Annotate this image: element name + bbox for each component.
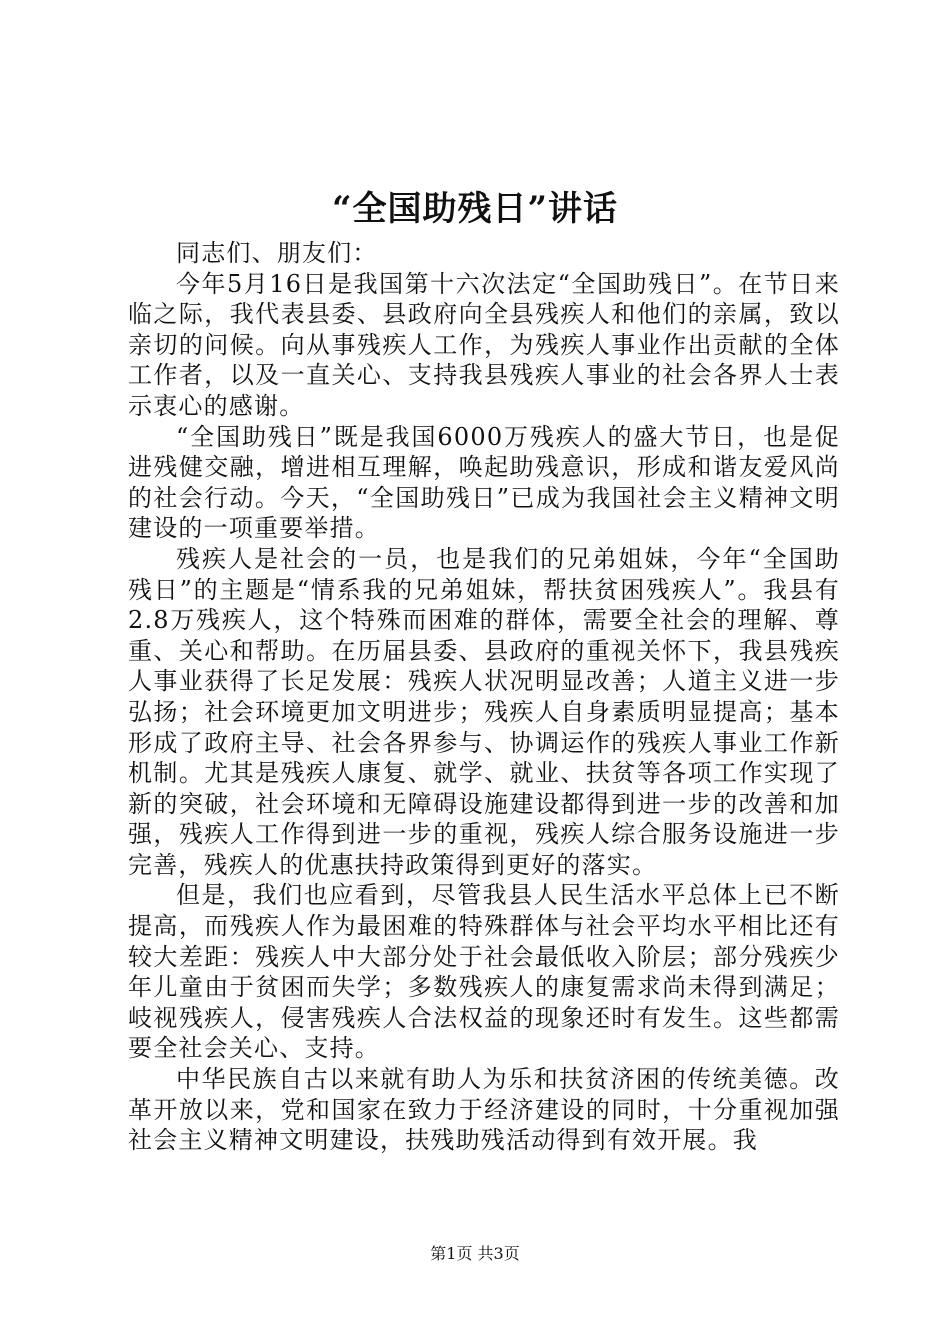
document-title: “全国助残日”讲话 xyxy=(331,189,619,229)
document-body xyxy=(128,238,840,1156)
page-number-footer: 第1页 共3页 xyxy=(430,1244,520,1263)
paragraph-3: 残疾人是社会的一员，也是我们的兄弟姐妹，今年“全国助残日”的主题是“情系我的兄弟姐妹，帮扶贫困残疾人”。我县有2.8万残疾人，这个特殊而困难的群体，需要全社会的理解、尊重、关心和帮助。在历届县委、县政府的重视关怀下，我县残疾人事业获得了长足发展：残疾人状况明显改善；人道主义进一步弘扬；社会环境更加文明进步；残疾人自身素质明显提高；基本形成了政府主导、社会各界参与、协调运作的残疾人事业工作新机制。尤其是残疾人康复、就学、就业、扶贫等各项工作实现了新的突破，社会环境和无障碍设施建设都得到进一步的改善和加强，残疾人工作得到进一步的重视，残疾人综合服务设施进一步完善，残疾人的优惠扶持政策得到更好的落实。 xyxy=(128,544,840,879)
paragraph-2: “全国助残日”既是我国6000万残疾人的盛大节日，也是促进残健交融，增进相互理解，唤起助残意识，形成和谐友爱风尚的社会行动。今天，“全国助残日”已成为我国社会主义精神文明建设的一项重要举措。 xyxy=(128,422,840,543)
paragraph-5: 中华民族自古以来就有助人为乐和扶贫济困的传统美德。改革开放以来，党和国家在致力于经济建设的同时，十分重视加强社会主义精神文明建设，扶残助残活动得到有效开展。我 xyxy=(128,1065,840,1155)
salutation: 同志们、朋友们： xyxy=(176,239,378,267)
paragraph-1: 今年5月16日是我国第十六次法定“全国助残日”。在节日来临之际，我代表县委、县政府向全县残疾人和他们的亲属，致以亲切的问候。向从事残疾人工作，为残疾人事业作出贡献的全体工作者，以及一直关心、支持我县残疾人事业的社会各界人士表示衷心的感谢。 xyxy=(128,269,840,420)
paragraph-4: 但是，我们也应看到，尽管我县人民生活水平总体上已不断提高，而残疾人作为最困难的特殊群体与社会平均水平相比还有较大差距：残疾人中大部分处于社会最低收入阶层；部分残疾少年儿童由于贫困而失学；多数残疾人的康复需求尚未得到满足；岐视残疾人，侵害残疾人合法权益的现象还时有发生。这些都需要全社会关心、支持。 xyxy=(128,881,840,1063)
